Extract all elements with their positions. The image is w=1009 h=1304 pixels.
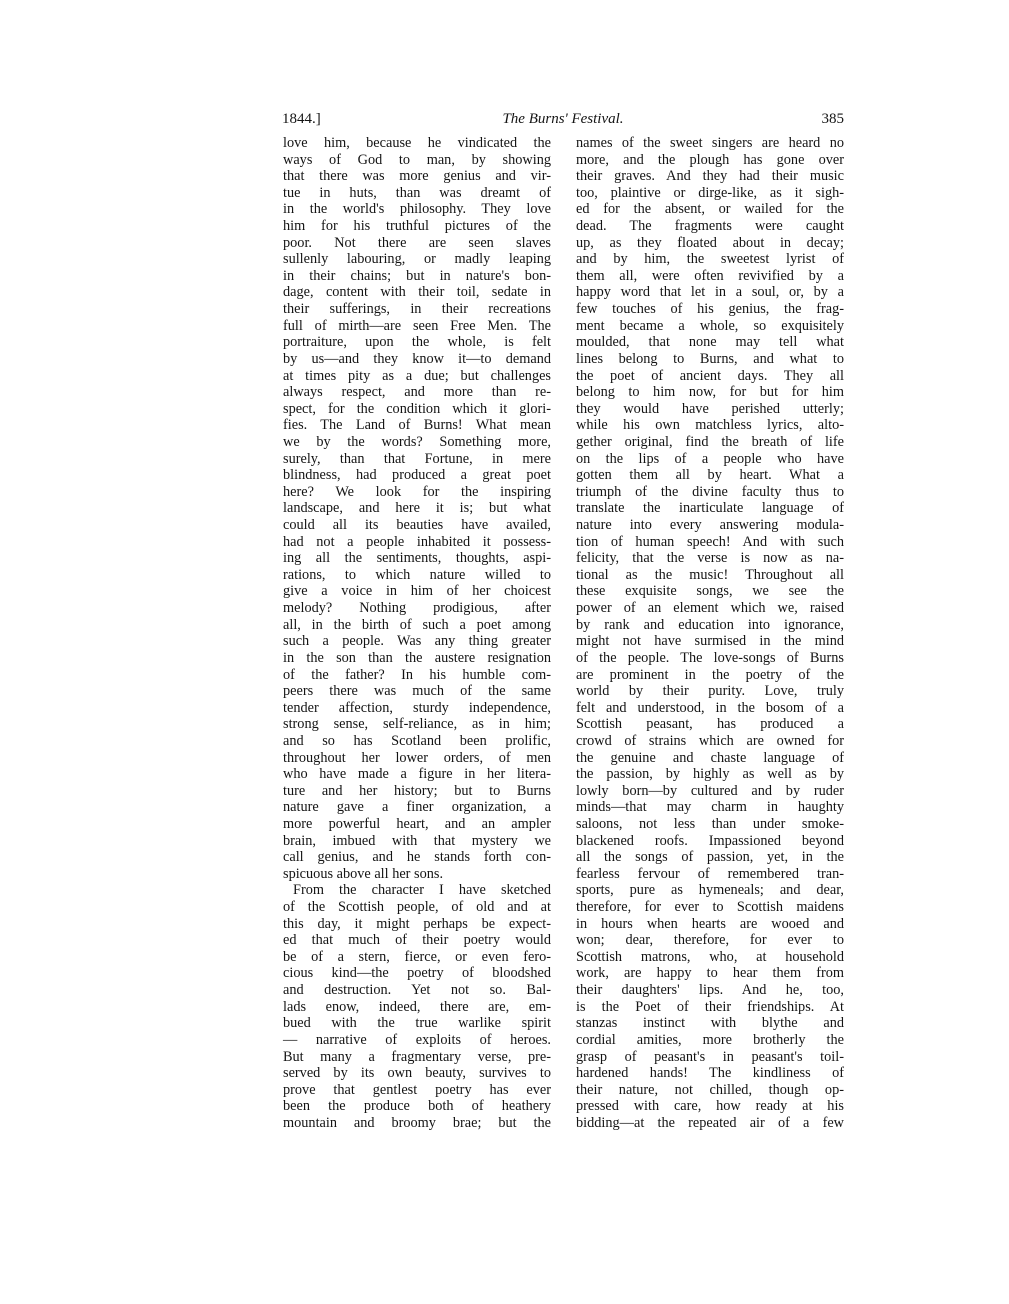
text-line: From the character I have sketched	[293, 882, 551, 899]
text-line: in the world's philosophy. They love	[283, 201, 551, 218]
text-line: while his own matchless lyrics, alto-	[576, 417, 844, 434]
text-line: landscape, and here it is; but what	[283, 500, 551, 517]
text-line: had not a people inhabited it possess-	[283, 533, 551, 550]
text-line: But many a fragmentary verse, pre-	[283, 1048, 551, 1065]
text-line: we by the words? Something more,	[283, 433, 551, 450]
text-line: nature into every answering modula-	[576, 517, 844, 534]
text-line: here? We look for the inspiring	[283, 483, 551, 500]
text-line: power of an element which we, raised	[576, 600, 844, 617]
text-line: by us—and they know it—to demand	[283, 350, 551, 367]
text-line: the poet of ancient days. They all	[576, 367, 844, 384]
text-line: of the people. The love-songs of Burns	[576, 649, 844, 666]
text-line: cious kind—the poetry of bloodshed	[283, 965, 551, 982]
text-line: brain, imbued with that mystery we	[283, 832, 551, 849]
text-line: lines belong to Burns, and what to	[576, 350, 844, 367]
text-line: gether original, find the breath of life	[576, 433, 844, 450]
text-line: nature gave a finer organization, a	[283, 799, 551, 816]
text-line: in the son than the austere resignation	[283, 649, 551, 666]
header-title: The Burns' Festival.	[502, 111, 624, 127]
text-line: and so has Scotland been prolific,	[283, 732, 551, 749]
text-line: ing all the sentiments, thoughts, aspi-	[283, 550, 551, 567]
text-line: all, in the birth of such a poet among	[283, 616, 551, 633]
text-line: been the produce both of heathery	[283, 1098, 551, 1115]
text-line: work, are happy to hear them from	[576, 965, 844, 982]
text-line: spicuous above all her sons.	[283, 865, 444, 882]
text-line: tue in huts, than was dreamt of	[283, 184, 551, 201]
text-line: minds—that may charm in haughty	[576, 799, 844, 816]
text-line: give a voice in him of her choicest	[283, 583, 551, 600]
text-line: portraiture, upon the whole, is felt	[283, 334, 551, 351]
text-line: ment became a whole, so exquisitely	[576, 317, 844, 334]
text-line: therefore, for ever to Scottish maidens	[576, 899, 844, 916]
text-line: on the lips of a people who have	[576, 450, 844, 467]
text-line: bidding—at the repeated air of a few	[576, 1114, 844, 1131]
text-line: Scottish peasant, has produced a	[576, 716, 844, 733]
text-line: fearless fervour of remembered tran-	[576, 865, 844, 882]
text-line: names of the sweet singers are heard no	[576, 135, 844, 151]
text-line: in their chains; but in nature's bon-	[283, 267, 551, 284]
text-line: moulded, that none may tell what	[576, 334, 844, 351]
text-line: strong sense, self-reliance, as in him;	[283, 716, 551, 733]
text-line: rations, to which nature willed to	[283, 566, 551, 583]
text-line: grasp of peasant's in peasant's toil-	[576, 1048, 844, 1065]
text-line: love him, because he vindicated the	[283, 135, 551, 151]
text-line: be of a stern, fierce, or even fero-	[283, 948, 551, 965]
text-line: pressed with care, how ready at his	[576, 1098, 844, 1115]
text-line: throughout her lower orders, of men	[283, 749, 551, 766]
text-line: all the songs of passion, yet, in the	[576, 849, 844, 866]
text-line: happy word that let in a soul, or, by a	[576, 284, 844, 301]
text-line: melody? Nothing prodigious, after	[283, 600, 551, 617]
text-line: the genuine and chaste language of	[576, 749, 844, 766]
text-line: peers there was much of the same	[283, 683, 551, 700]
left-column	[283, 135, 551, 1132]
text-line: lads enow, indeed, there are, em-	[283, 998, 551, 1015]
text-line: that there was more genius and vir-	[283, 168, 551, 185]
text-line: translate the inarticulate language of	[576, 500, 844, 517]
text-line: hardened hands! The kindliness of	[576, 1065, 844, 1082]
text-line: felicity, that the verse is now as na-	[576, 550, 844, 567]
text-line: and by him, the sweetest lyrist of	[576, 251, 844, 268]
text-line: them all, were often revivified by a	[576, 267, 844, 284]
text-line: mountain and broomy brae; but the	[283, 1114, 551, 1131]
text-line: their graves. And they had their music	[576, 168, 844, 185]
text-line: gotten them all by heart. What a	[576, 467, 844, 484]
text-line: cordial amities, more brotherly the	[576, 1031, 844, 1048]
text-line: crowd of strains which are owned for	[576, 732, 844, 749]
text-line: stanzas instinct with blythe and	[576, 1015, 844, 1032]
text-line: more powerful heart, and an ampler	[283, 815, 551, 832]
running-head	[282, 108, 844, 130]
text-line: tender affection, sturdy independence,	[283, 699, 551, 716]
text-line: these exquisite songs, we see the	[576, 583, 844, 600]
text-line: their daughters' lips. And he, too,	[576, 982, 844, 999]
text-line: few touches of his genius, the frag-	[576, 301, 844, 318]
text-line: such a people. Was any thing greater	[283, 633, 551, 650]
text-line: at times pity as a due; but challenges	[283, 367, 551, 384]
text-line: of the father? In his humble com-	[283, 666, 551, 683]
right-column	[576, 135, 844, 1132]
text-line: always respect, and more than re-	[283, 384, 551, 401]
text-line: ways of God to man, by showing	[283, 151, 551, 168]
text-line: sullenly labouring, or madly leaping	[283, 251, 551, 268]
text-line: world by their purity. Love, truly	[576, 683, 844, 700]
text-line: in hours when hearts are wooed and	[576, 915, 844, 932]
page-number: 385	[821, 111, 844, 127]
text-line: prove that gentlest poetry has ever	[283, 1081, 551, 1098]
text-line: triumph of the divine faculty thus to	[576, 483, 844, 500]
text-line: Scottish matrons, who, at household	[576, 948, 844, 965]
text-line: served by its own beauty, survives to	[283, 1065, 551, 1082]
text-line: fies. The Land of Burns! What mean	[283, 417, 551, 434]
text-line: ed for the absent, or wailed for the	[576, 201, 844, 218]
text-line: dead. The fragments were caught	[576, 218, 844, 235]
text-line: dage, content with their toil, sedate in	[283, 284, 551, 301]
text-line: saloons, not less than under smoke-	[576, 815, 844, 832]
text-line: full of mirth—are seen Free Men. The	[283, 317, 551, 334]
text-line: and destruction. Yet not so. Bal-	[283, 982, 551, 999]
text-line: surely, than that Fortune, in mere	[283, 450, 551, 467]
text-line: their nature, not chilled, though op-	[576, 1081, 844, 1098]
text-line: their sufferings, in their recreations	[283, 301, 551, 318]
text-line: blindness, had produced a great poet	[283, 467, 551, 484]
text-line: lowly born—by cultured and by ruder	[576, 782, 844, 799]
text-line: sports, pure as hymeneals; and dear,	[576, 882, 844, 899]
header-date: 1844.]	[282, 111, 321, 127]
text-line: spect, for the condition which it glori-	[283, 400, 551, 417]
text-line: is the Poet of their friendships. At	[576, 998, 844, 1015]
text-line: could all its beauties have availed,	[283, 517, 551, 534]
text-line: the passion, by highly as well as by	[576, 766, 844, 783]
text-line: ed that much of their poetry would	[283, 932, 551, 949]
text-line: too, plaintive or dirge-like, as it sigh-	[576, 184, 844, 201]
text-line: of the Scottish people, of old and at	[283, 899, 551, 916]
text-line: are prominent in the poetry of the	[576, 666, 844, 683]
text-line: — narrative of exploits of heroes.	[283, 1031, 551, 1048]
text-line: belong to him now, for but for him	[576, 384, 844, 401]
text-line: won; dear, therefore, for ever to	[576, 932, 844, 949]
text-line: they would have perished utterly;	[576, 400, 844, 417]
text-line: by rank and education into ignorance,	[576, 616, 844, 633]
text-line: call genius, and he stands forth con-	[283, 849, 551, 866]
text-line: might not have surmised in the mind	[576, 633, 844, 650]
text-line: blackened roofs. Impassioned beyond	[576, 832, 844, 849]
text-line: him for his truthful pictures of the	[283, 218, 551, 235]
text-line: tional as the music! Throughout all	[576, 566, 844, 583]
text-line: up, as they floated about in decay;	[576, 234, 844, 251]
text-line: who have made a figure in her litera-	[283, 766, 551, 783]
text-line: tion of human speech! And with such	[576, 533, 844, 550]
text-line: bued with the true warlike spirit	[283, 1015, 551, 1032]
text-line: more, and the plough has gone over	[576, 151, 844, 168]
text-line: this day, it might perhaps be expect-	[283, 915, 551, 932]
text-line: ture and her history; but to Burns	[283, 782, 551, 799]
text-line: poor. Not there are seen slaves	[283, 234, 551, 251]
text-line: felt and understood, in the bosom of a	[576, 699, 844, 716]
